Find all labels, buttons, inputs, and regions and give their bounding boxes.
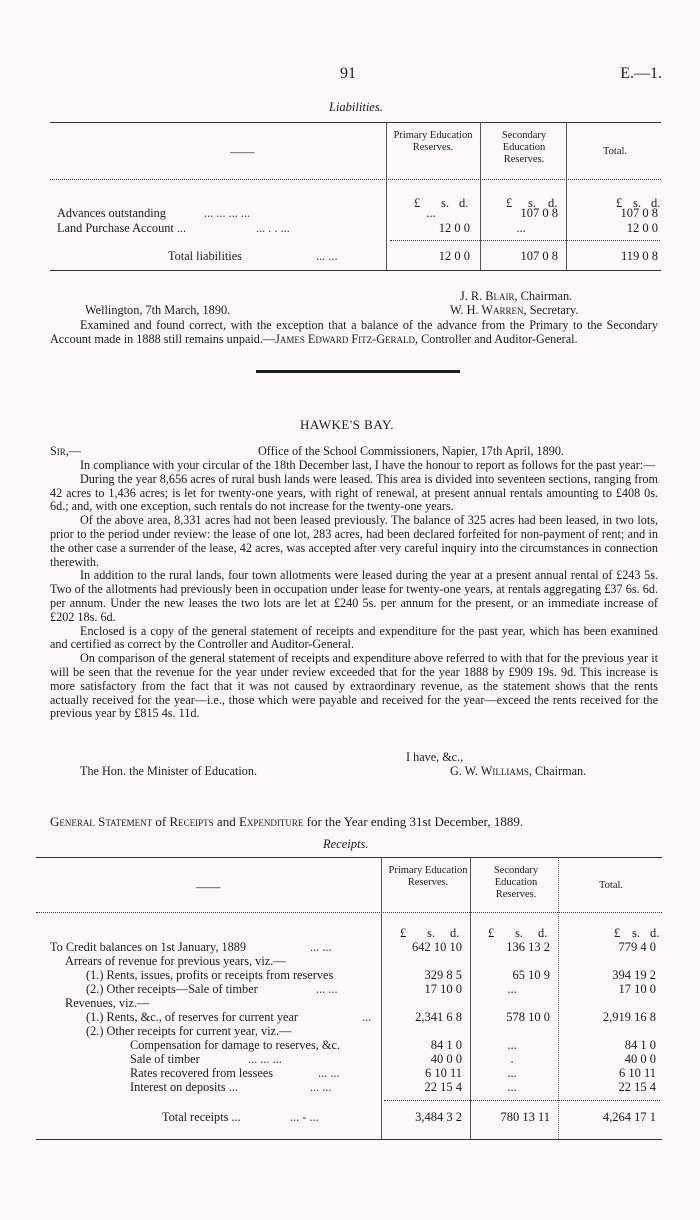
signatory-role: Secretary. — [529, 303, 579, 317]
auditor-role: Controller and Auditor-General. — [421, 331, 578, 346]
column-divider — [470, 857, 471, 1139]
column-divider — [558, 857, 559, 1139]
primary-value: ... — [426, 206, 436, 220]
column-dash: —— — [230, 145, 255, 159]
title-part: Expenditure — [238, 814, 304, 829]
letter-closing: I have, &c., — [406, 750, 464, 764]
column-divider — [381, 857, 382, 1139]
liabilities-title: Liabilities. — [329, 100, 383, 114]
unit-pence: d. — [538, 926, 548, 940]
salutation: Sir,— — [50, 444, 82, 458]
title-part: General Statement — [50, 814, 153, 829]
total-value: 40 0 0 — [624, 1052, 656, 1066]
unit-pence: d. — [651, 196, 661, 210]
paragraph: On comparison of the general statement of receipts and expenditure above referred to with that for the previous year it will be seen that the revenue for the year under review exceeded that for the year 1888 by £909 19s. 9d. This increase is more satisfactory from the fact that it was not caused by extraordinary revenue, as the statement shows that the rents actually received for the year—i.e., those which were payable and received for the year—exceed the rents received for the previous year by £815 4s. 11d. — [50, 651, 658, 721]
secondary-value: 107 0 8 — [520, 206, 558, 220]
total-value: 12 0 0 — [626, 221, 658, 235]
primary-value: 12 0 0 — [438, 249, 470, 263]
column-divider — [566, 122, 567, 270]
leader-dots: ... . . ... — [256, 221, 290, 235]
column-dash: —— — [196, 880, 221, 894]
total-value: 779 4 0 — [618, 940, 656, 954]
secondary-value: ... — [516, 221, 526, 235]
primary-value: 22 15 4 — [424, 1080, 462, 1094]
secondary-value: ... — [507, 1080, 517, 1094]
signatory-role: Chairman. — [535, 764, 587, 778]
title-part: for the Year ending 31st December, 1889. — [306, 814, 524, 829]
column-total: Total. — [602, 146, 628, 157]
primary-value: 3,484 3 2 — [415, 1110, 462, 1124]
table-bottom-rule — [50, 270, 661, 271]
primary-value: 642 10 10 — [412, 940, 462, 954]
total-value: 22 15 4 — [618, 1080, 656, 1094]
column-secondary: Secondary Education Reserves. — [493, 865, 539, 900]
column-divider — [480, 122, 481, 270]
primary-value: 17 10 0 — [424, 982, 462, 996]
total-value: 107 0 8 — [620, 206, 658, 220]
secondary-value: ... — [507, 1066, 517, 1080]
audit-note — [50, 319, 658, 347]
paragraph: During the year 8,656 acres of rural bush lands were leased. This area is divided into seventeen sections, ranging from 42 acres to 1,436 acres; is let for twenty-one years, with right of renewal, at present annual rentals amounting to £408 0s. 6d.; and, with one exception, such rentals do not increase for the twenty-one years. — [50, 471, 658, 514]
unit-pounds: £ — [614, 926, 621, 940]
signatory-chairman — [460, 290, 572, 302]
primary-value: 40 0 0 — [430, 1052, 462, 1066]
unit-pounds: £ — [506, 196, 513, 210]
row-label: Land Purchase Account ... — [57, 221, 187, 235]
unit-shillings: s. — [528, 196, 536, 210]
leader-dots: ... - ... — [290, 1110, 319, 1124]
secondary-value: 780 13 11 — [500, 1110, 550, 1124]
primary-value: 12 0 0 — [438, 221, 470, 235]
primary-value: 6 10 11 — [424, 1066, 462, 1080]
row-label: Total receipts ... — [162, 1110, 241, 1124]
primary-value: 2,341 6 8 — [415, 1010, 462, 1024]
total-value: 6 10 11 — [618, 1066, 656, 1080]
signatory-name: W. H. Warren, — [450, 303, 527, 317]
section-divider — [256, 370, 460, 373]
row-label: Interest on deposits ... — [130, 1080, 238, 1094]
table-top-rule — [50, 122, 661, 123]
signatory-role: Chairman. — [520, 289, 573, 303]
title-part: and — [216, 814, 236, 829]
leader-dots: ... — [362, 1010, 372, 1024]
row-label: (2.) Other receipts for current year, viz.— — [86, 1024, 292, 1038]
secondary-value: 578 10 0 — [506, 1010, 550, 1024]
row-label: Arrears of revenue for previous years, viz.— — [65, 954, 286, 968]
primary-value: 84 1 0 — [430, 1038, 462, 1052]
total-value: 84 1 0 — [624, 1038, 656, 1052]
subtotal-rule — [390, 240, 660, 241]
secondary-value: 107 0 8 — [520, 249, 558, 263]
subtotal-rule — [384, 1100, 660, 1101]
unit-pence: d. — [650, 926, 660, 940]
paragraph: In addition to the rural lands, four town allotments were leased during the year at a present annual rental of £243 5s. Two of the allotments had previously been in occupation under lease for twenty-one years, at rentals aggregating £37 6s. 6d. per annum. Under the new leases the two lots are let at £240 5s. per annum for the present, or an immediate increase of £202 18s. 6d. — [50, 568, 658, 624]
row-label: Total liabilities — [168, 249, 242, 263]
unit-pounds: £ — [488, 926, 495, 940]
secondary-value: . — [510, 1052, 514, 1066]
secondary-value: ... — [507, 1038, 517, 1052]
table-bottom-rule — [36, 1139, 662, 1140]
place-date: Wellington, 7th March, 1890. — [85, 303, 231, 317]
letter-signatory — [450, 765, 586, 777]
unit-shillings: s. — [427, 926, 435, 940]
unit-pence: d. — [450, 926, 460, 940]
secondary-value: 136 13 2 — [506, 940, 550, 954]
unit-pounds: £ — [414, 196, 421, 210]
leader-dots: ... ... ... ... — [204, 206, 251, 220]
total-value: 17 10 0 — [618, 982, 656, 996]
statement-subtitle: Receipts. — [323, 837, 369, 851]
leader-dots: ... ... ... — [248, 1052, 282, 1066]
column-primary: Primary Education Reserves. — [393, 130, 473, 153]
total-value: 394 19 2 — [612, 968, 656, 982]
signatory-secretary — [450, 304, 578, 316]
section-title: HAWKE'S BAY. — [300, 417, 394, 432]
auditor-name: James Edward Fitz-Gerald, — [275, 331, 419, 346]
unit-pounds: £ — [400, 926, 407, 940]
column-primary: Primary Education Reserves. — [388, 865, 468, 888]
title-part: Receipts — [169, 814, 214, 829]
total-value: 2,919 16 8 — [602, 1010, 656, 1024]
audit-text: Examined and found correct, with the exception that a balance of the advance from the Primary to the Secondary Account made in 1888 still remains unpaid.— — [50, 318, 658, 346]
total-value: 4,264 17 1 — [602, 1110, 656, 1124]
row-label: Revenues, viz.— — [65, 996, 150, 1010]
leader-dots: ... ... — [316, 249, 338, 263]
row-label: Rates recovered from lessees — [130, 1066, 274, 1080]
letter-office-date: Office of the School Commissioners, Napier, 17th April, 1890. — [258, 444, 564, 458]
letter-addressee: The Hon. the Minister of Education. — [80, 764, 258, 778]
leader-dots: ... ... — [316, 982, 338, 996]
leader-dots: ... ... — [318, 1066, 340, 1080]
secondary-value: ... — [507, 982, 517, 996]
total-value: 119 0 8 — [620, 249, 658, 263]
document-reference: E.—1. — [620, 65, 662, 82]
row-label: To Credit balances on 1st January, 1889 — [50, 940, 247, 954]
unit-pence: d. — [548, 196, 558, 210]
page-number: 91 — [340, 65, 356, 82]
row-label: Compensation for damage to reserves, &c. — [130, 1038, 341, 1052]
header-rule — [36, 912, 662, 913]
primary-value: 329 8 5 — [424, 968, 462, 982]
paragraph: In compliance with your circular of the 18th December last, I have the honour to report as follows for the past year:— — [80, 458, 656, 472]
leader-dots: ... ... — [310, 1080, 332, 1094]
unit-shillings: s. — [441, 196, 449, 210]
row-label: (1.) Rents, issues, profits or receipts from reserves — [86, 968, 334, 982]
header-rule — [50, 179, 661, 180]
unit-pence: d. — [459, 196, 469, 210]
unit-shillings: s. — [632, 926, 640, 940]
signatory-name: G. W. Williams, — [450, 764, 532, 778]
secondary-value: 65 10 9 — [512, 968, 550, 982]
letter-body — [50, 459, 658, 721]
title-part: of — [155, 814, 167, 829]
column-divider — [386, 122, 387, 270]
unit-pounds: £ — [616, 196, 623, 210]
table-top-rule — [36, 857, 662, 858]
paragraph: Of the above area, 8,331 acres had not been leased previously. The balance of 325 acres had been leased, in two lots, prior to the period under review: the lease of one lot, 283 acres, had been declared forfeited for non-payment of rent; and in the other case a surrender of the lease, 42 acres, was accepted after very careful inquiry into the circumstances in connection therewith. — [50, 513, 658, 569]
unit-shillings: s. — [633, 196, 641, 210]
row-label: (1.) Rents, &c., of reserves for current year — [86, 1010, 299, 1024]
row-label: (2.) Other receipts—Sale of timber — [86, 982, 258, 996]
column-secondary: Secondary Education Reserves. — [501, 130, 547, 165]
column-total: Total. — [598, 880, 624, 891]
paragraph: Enclosed is a copy of the general statement of receipts and expenditure for the past year, which has been examined and certified as correct by the Controller and Auditor-General. — [50, 623, 658, 652]
unit-shillings: s. — [515, 926, 523, 940]
leader-dots: ... ... — [310, 940, 332, 954]
row-label: Sale of timber — [130, 1052, 200, 1066]
statement-title — [50, 815, 523, 828]
row-label: Advances outstanding — [57, 206, 166, 220]
signatory-name: J. R. Blair, — [460, 289, 518, 303]
